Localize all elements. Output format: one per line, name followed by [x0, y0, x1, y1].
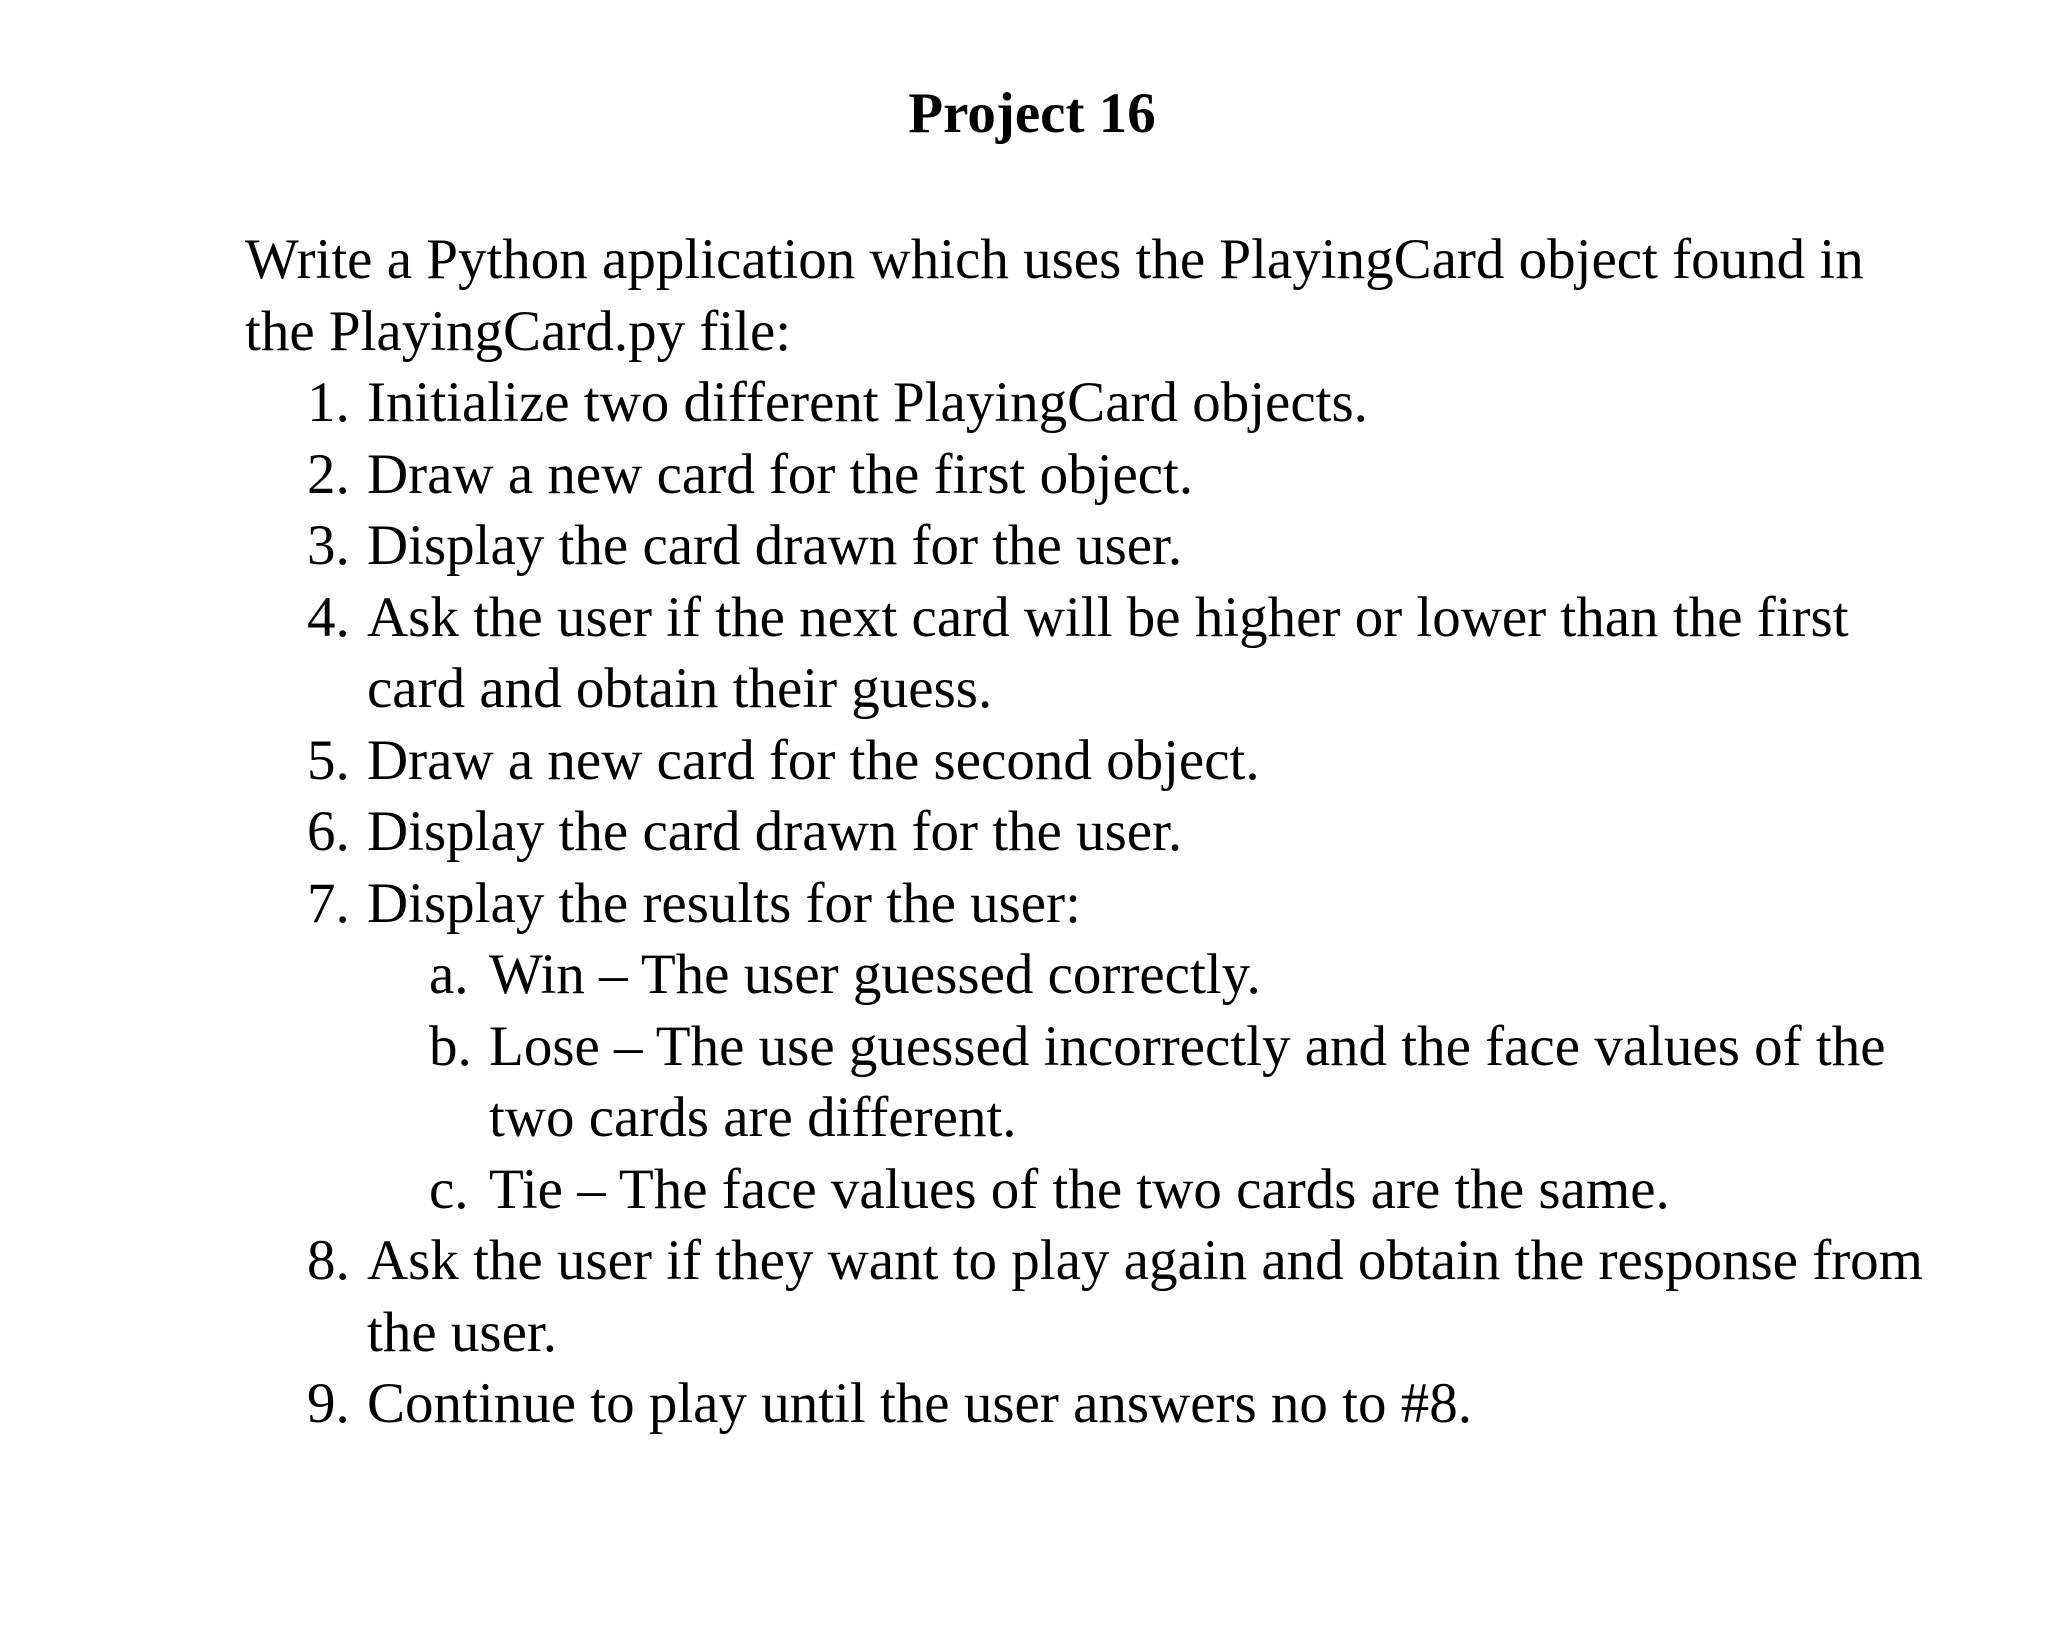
list-item [245, 725, 1945, 797]
sub-step-text: Win – The user guessed correctly. [489, 943, 1261, 1006]
step-number: 8. [307, 1229, 350, 1292]
sub-step-text: Lose – The use guessed incorrectly and the face values of the two cards are different. [489, 1014, 1886, 1149]
list-item [245, 868, 1945, 1226]
intro-paragraph: Write a Python application which uses the PlayingCard object found in the PlayingCard.py file: [245, 228, 1864, 363]
list-item [245, 439, 1945, 511]
document-body [245, 224, 1945, 1440]
step-text: Ask the user if they want to play again and obtain the response from the user. [367, 1229, 1924, 1364]
step-text: Initialize two different PlayingCard objects. [367, 371, 1368, 434]
step-number: 1. [307, 371, 350, 434]
list-item [245, 1225, 1945, 1368]
step-text: Draw a new card for the second object. [367, 728, 1260, 792]
list-item [367, 939, 1945, 1011]
step-text: Ask the user if the next card will be higher or lower than the first card and obtain their guess. [367, 585, 1849, 720]
list-item [245, 510, 1945, 582]
step-number: 2. [307, 442, 350, 506]
list-item [367, 1011, 1945, 1154]
step-text: Continue to play until the user answers no to #8. [367, 1372, 1473, 1435]
step-number: 9. [307, 1372, 350, 1435]
list-item [367, 1154, 1945, 1226]
sub-step-letter: b. [429, 1014, 472, 1078]
step-number: 3. [307, 514, 350, 577]
step-text: Display the card drawn for the user. [367, 514, 1183, 577]
list-item [245, 1368, 1945, 1440]
sub-steps-list [367, 939, 1945, 1225]
step-number: 5. [307, 728, 350, 792]
sub-step-text: Tie – The face values of the two cards are the same. [489, 1157, 1670, 1221]
step-text: Draw a new card for the first object. [367, 442, 1194, 506]
step-text: Display the results for the user: [367, 871, 1081, 935]
step-text: Display the card drawn for the user. [367, 800, 1183, 863]
sub-step-letter: c. [429, 1157, 469, 1221]
sub-step-letter: a. [429, 943, 469, 1006]
step-number: 6. [307, 800, 350, 863]
step-number: 7. [307, 871, 350, 935]
list-item [245, 582, 1945, 725]
list-item [245, 796, 1945, 868]
list-item [245, 367, 1945, 439]
step-number: 4. [307, 585, 350, 649]
steps-list [245, 367, 1945, 1440]
document-title: Project 16 [908, 82, 1156, 145]
